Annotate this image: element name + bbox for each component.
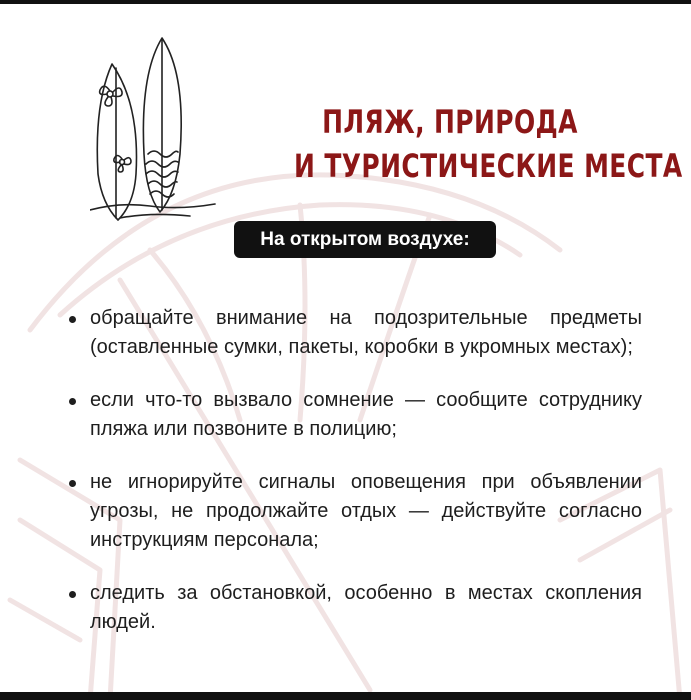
bullet-icon [69, 480, 76, 487]
title-line-2: И ТУРИСТИЧЕСКИЕ МЕСТА [294, 147, 683, 185]
bullet-icon [69, 591, 76, 598]
list-item [66, 386, 642, 444]
list-item-text: не игнорируйте сигналы оповещения при объявлении угрозы, не продолжайте отдых — действуйте согласно инструкциям персонала; [90, 471, 642, 551]
list-item [66, 304, 642, 362]
bullet-icon [69, 398, 76, 405]
surfboards-icon [90, 34, 225, 224]
bullet-icon [69, 316, 76, 323]
list-item [66, 468, 642, 555]
section-badge: На открытом воздухе: [234, 221, 496, 258]
list-item-text: если что-то вызвало сомнение — сообщите сотруднику пляжа или позвоните в полицию; [90, 389, 642, 440]
advice-list [66, 304, 642, 661]
top-frame-bar [0, 0, 691, 4]
list-item-text: обращайте внимание на подозрительные предметы (оставленные сумки, пакеты, коробки в укромных местах); [90, 307, 642, 358]
list-item-text: следить за обстановкой, особенно в местах скопления людей. [90, 582, 642, 633]
title-line-1: ПЛЯЖ, ПРИРОДА [322, 103, 578, 141]
bottom-frame-bar [0, 692, 691, 700]
list-item [66, 579, 642, 637]
page-title [294, 100, 683, 188]
